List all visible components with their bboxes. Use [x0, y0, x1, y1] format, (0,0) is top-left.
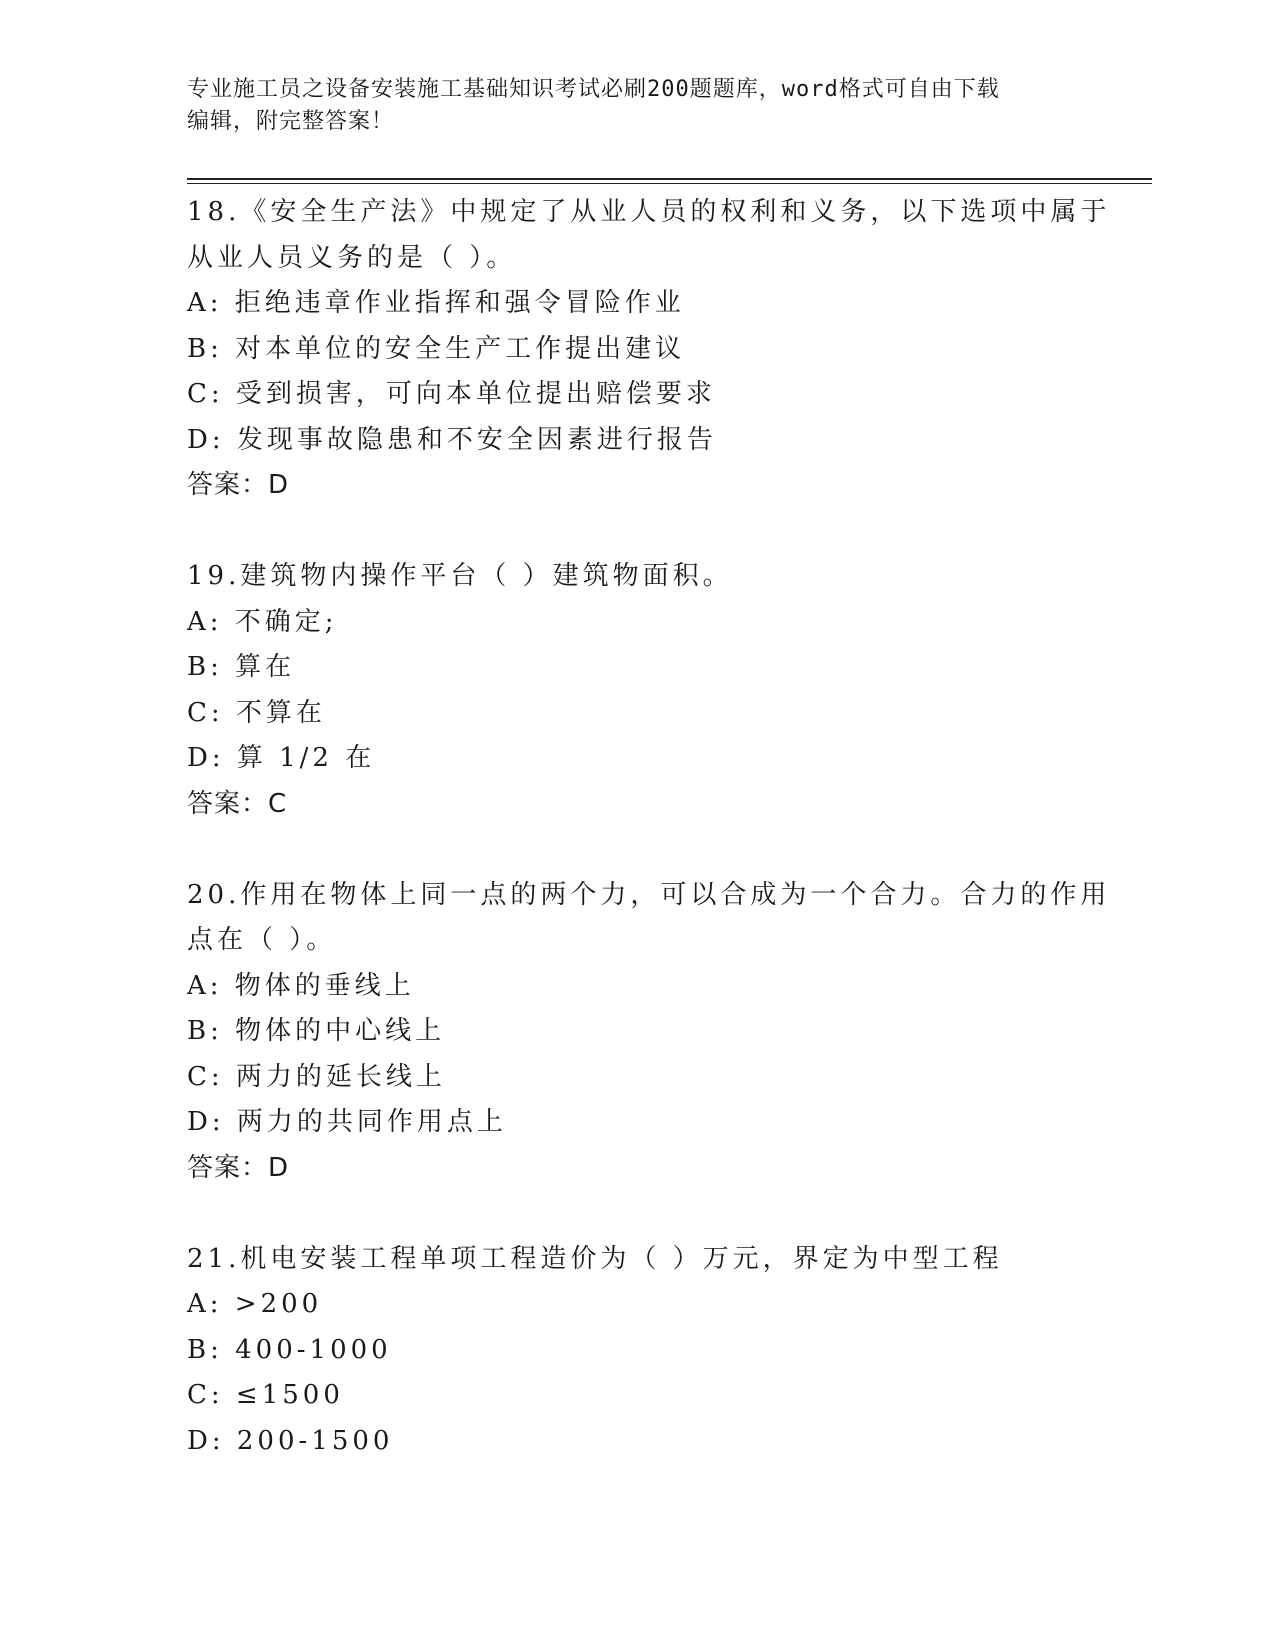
question-text: 从业人员义务的是（ ）。 [187, 242, 517, 273]
option-d: D: 发现事故隐患和不安全因素进行报告 [187, 424, 717, 455]
option-a: A: 拒绝违章作业指挥和强令冒险作业 [187, 288, 685, 318]
spacer [187, 1191, 1087, 1237]
option-a: A: 物体的垂线上 [187, 970, 415, 1001]
question-text: 20.作用在物体上同一点的两个力，可以合成为一个合力。合力的作用 [187, 879, 1111, 910]
option-a: A: 不确定; [187, 606, 338, 637]
question-20 [187, 873, 1111, 1192]
question-text: 点在（ ）。 [187, 925, 337, 955]
question-text: 18.《安全生产法》中规定了从业人员的权利和义务，以下选项中属于 [187, 197, 1111, 227]
answer: 答案：C [187, 788, 288, 819]
option-a: A: >200 [187, 1289, 323, 1319]
option-d: D: 200-1500 [187, 1425, 394, 1456]
option-c: C: ≤1500 [187, 1380, 344, 1410]
spacer [187, 509, 1087, 555]
spacer [187, 827, 1087, 873]
option-b: B: 算在 [187, 652, 296, 682]
header-divider-thin [187, 183, 1152, 184]
question-18 [187, 190, 1111, 509]
question-text: 19.建筑物内操作平台（ ）建筑物面积。 [187, 561, 733, 591]
option-c: C: 不算在 [187, 697, 326, 728]
option-d: D: 两力的共同作用点上 [187, 1107, 507, 1137]
option-c: C: 两力的延长线上 [187, 1061, 446, 1092]
question-19 [187, 554, 1087, 827]
option-b: B: 400-1000 [187, 1334, 392, 1365]
question-21 [187, 1237, 1087, 1465]
option-b: B: 对本单位的安全生产工作提出建议 [187, 333, 686, 364]
question-list [187, 190, 1111, 1464]
answer: 答案：D [187, 470, 290, 500]
option-b: B: 物体的中心线上 [187, 1016, 446, 1046]
header-divider-thick [187, 178, 1152, 180]
answer: 答案：D [187, 1152, 290, 1183]
option-d: D: 算 1/2 在 [187, 743, 376, 773]
document-header [187, 74, 1067, 138]
header-line-2: 编辑，附完整答案！ [187, 109, 395, 134]
option-c: C: 受到损害，可向本单位提出赔偿要求 [187, 379, 716, 409]
question-text: 21.机电安装工程单项工程造价为（ ）万元，界定为中型工程 [187, 1243, 1003, 1274]
header-line-1: 专业施工员之设备安装施工基础知识考试必刷200题题库，word格式可自由下载 [187, 77, 1000, 102]
